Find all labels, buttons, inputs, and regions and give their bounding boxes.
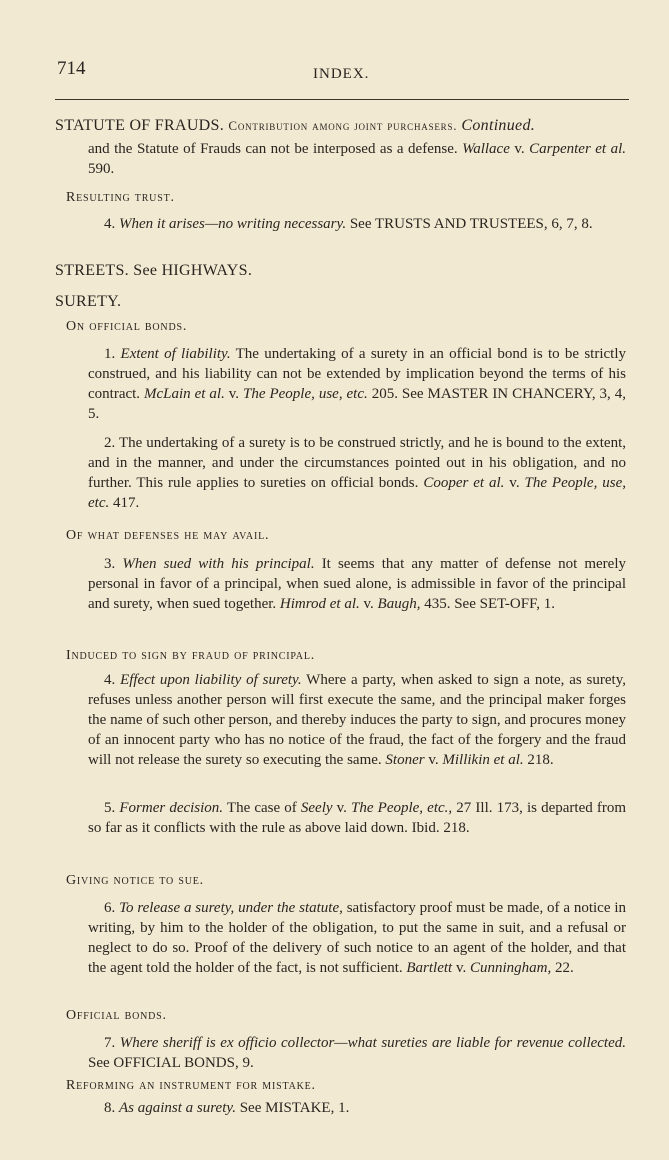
- text-run: 4.: [104, 216, 119, 232]
- entry-paragraph: [88, 554, 626, 614]
- citation-italic: Millikin et al.: [442, 752, 524, 768]
- entry-paragraph: [88, 1098, 626, 1118]
- text-run: The undertaking of a surety in an official bond is to be strictly construed, and his liability can not be extended by implication beyond the terms of his contract.: [88, 346, 627, 402]
- text-run: and the Statute of Frauds can not be interposed as a defense.: [88, 141, 463, 157]
- text-run: It seems that any matter of defense not merely personal in favor of a principal, when sued alone, is admissible in favor of the principal and surety, when sued together.: [88, 556, 627, 612]
- subheading: [66, 188, 175, 208]
- entry-heading: [55, 116, 630, 136]
- entry-paragraph: [88, 898, 626, 978]
- subheading: [66, 1076, 316, 1096]
- citation-italic: As against a surety.: [119, 1100, 236, 1116]
- text-run: STATUTE OF FRAUDS.: [55, 117, 229, 134]
- text-run: 5.: [104, 800, 120, 816]
- page-number: 714: [57, 58, 86, 79]
- subheading: [66, 871, 204, 891]
- citation-italic: Wallace: [462, 141, 510, 157]
- text-run: Giving notice to sue.: [66, 873, 204, 888]
- citation-italic: Where sheriff is ex officio collector—what sureties are liable for revenue collected.: [119, 1035, 626, 1051]
- text-run: v.: [509, 141, 530, 157]
- citation-italic: Former decision.: [119, 800, 224, 816]
- citation-italic: Effect upon liability of surety.: [120, 672, 302, 688]
- text-run: 435. See SET-OFF, 1.: [420, 596, 555, 612]
- text-run: 8.: [104, 1100, 119, 1116]
- text-run: v.: [224, 386, 244, 402]
- citation-italic: McLain et al.: [144, 386, 225, 402]
- header-rule: [55, 99, 629, 100]
- text-run: 205. See MASTER IN CHANCERY, 3, 4, 5.: [88, 386, 626, 422]
- text-run: 417.: [109, 495, 140, 511]
- entry-heading: [55, 292, 630, 312]
- citation-italic: Cunningham,: [470, 960, 552, 976]
- citation-italic: Baugh,: [377, 596, 421, 612]
- entry-continuation: [88, 139, 626, 179]
- subheading: [66, 317, 187, 337]
- subheading: [66, 646, 315, 666]
- citation-italic: Bartlett: [406, 960, 453, 976]
- text-run: v.: [332, 800, 352, 816]
- text-run: 218.: [523, 752, 554, 768]
- text-run: v.: [504, 475, 525, 491]
- text-run: Induced to sign by fraud of principal.: [66, 648, 316, 663]
- text-run: On official bonds.: [66, 319, 188, 334]
- citation-italic: To release a surety, under the statute,: [119, 900, 343, 916]
- running-head: INDEX.: [313, 66, 370, 82]
- text-run: 27 Ill. 173, is departed from so far as it conflicts with the rule as above laid down. Ibid. 218.: [88, 800, 626, 836]
- text-run: 4.: [104, 672, 121, 688]
- text-run: 3.: [104, 556, 123, 572]
- text-run: See OFFICIAL BONDS, 9.: [88, 1055, 254, 1071]
- text-run: Contribution among joint purchasers.: [228, 118, 462, 133]
- text-run: See TRUSTS AND TRUSTEES, 6, 7, 8.: [346, 216, 593, 232]
- text-run: Where a party, when asked to sign a note, as surety, refuses unless another person will first execute the same, and the principal maker forges the name of such other person, and thereby induces the party to sign, and procures money of an innocent party who has no notice of the fraud, the fact of the forgery and the fraud will not release the surety so executing the same.: [88, 672, 626, 768]
- text-run: satisfactory proof must be made, of a notice in writing, by him to the holder of the obligation, to put the same in suit, and a refusal or neglect to do so. Proof of the delivery of such notice to an agent of the holder, and that the agent told the holder of the fact, is not sufficient.: [88, 900, 626, 976]
- text-run: v.: [452, 960, 470, 976]
- text-run: 590.: [88, 161, 115, 177]
- citation-italic: Carpenter et al.: [529, 141, 626, 157]
- entry-paragraph: [88, 214, 626, 234]
- subheading: [66, 526, 269, 546]
- citation-italic: Cooper et al.: [423, 475, 505, 491]
- citation-italic: Extent of liability.: [120, 346, 231, 362]
- citation-italic: When sued with his principal.: [122, 556, 315, 572]
- citation-italic: The People, etc.,: [351, 800, 453, 816]
- text-run: v.: [359, 596, 378, 612]
- text-run: See MISTAKE, 1.: [235, 1100, 350, 1116]
- text-run: 22.: [551, 960, 574, 976]
- entry-paragraph: [88, 344, 626, 424]
- citation-italic: Seely: [300, 800, 333, 816]
- text-run: STREETS. See HIGHWAYS.: [55, 262, 253, 279]
- text-run: v.: [424, 752, 443, 768]
- entry-heading: [55, 261, 630, 281]
- citation-italic: The People, use, etc.: [88, 475, 626, 511]
- entry-paragraph: [88, 798, 626, 838]
- citation-italic: The People, use, etc.: [243, 386, 368, 402]
- text-run: Reforming an instrument for mistake.: [66, 1078, 316, 1093]
- citation-italic: Himrod et al.: [279, 596, 360, 612]
- citation-italic: Continued.: [461, 117, 536, 134]
- citation-italic: Stoner: [385, 752, 425, 768]
- citation-italic: When it arises—no writing necessary.: [119, 216, 347, 232]
- text-run: Official bonds.: [66, 1008, 167, 1023]
- subheading: [66, 1006, 167, 1026]
- text-run: Resulting trust.: [66, 190, 175, 205]
- text-run: 2. The undertaking of a surety is to be construed strictly, and he is bound to the extent, and in the manner, and under the circumstances pointed out in his obligation, and no further. This rule applies to sureties on official bonds.: [88, 435, 626, 491]
- entry-paragraph: [88, 670, 626, 770]
- text-run: The case of: [223, 800, 301, 816]
- entry-paragraph: [88, 433, 626, 513]
- text-run: Of what defenses he may avail.: [66, 528, 270, 543]
- text-run: 7.: [104, 1035, 120, 1051]
- text-run: 1.: [104, 346, 121, 362]
- entry-paragraph: [88, 1033, 626, 1073]
- text-run: 6.: [104, 900, 120, 916]
- text-run: SURETY.: [55, 293, 122, 310]
